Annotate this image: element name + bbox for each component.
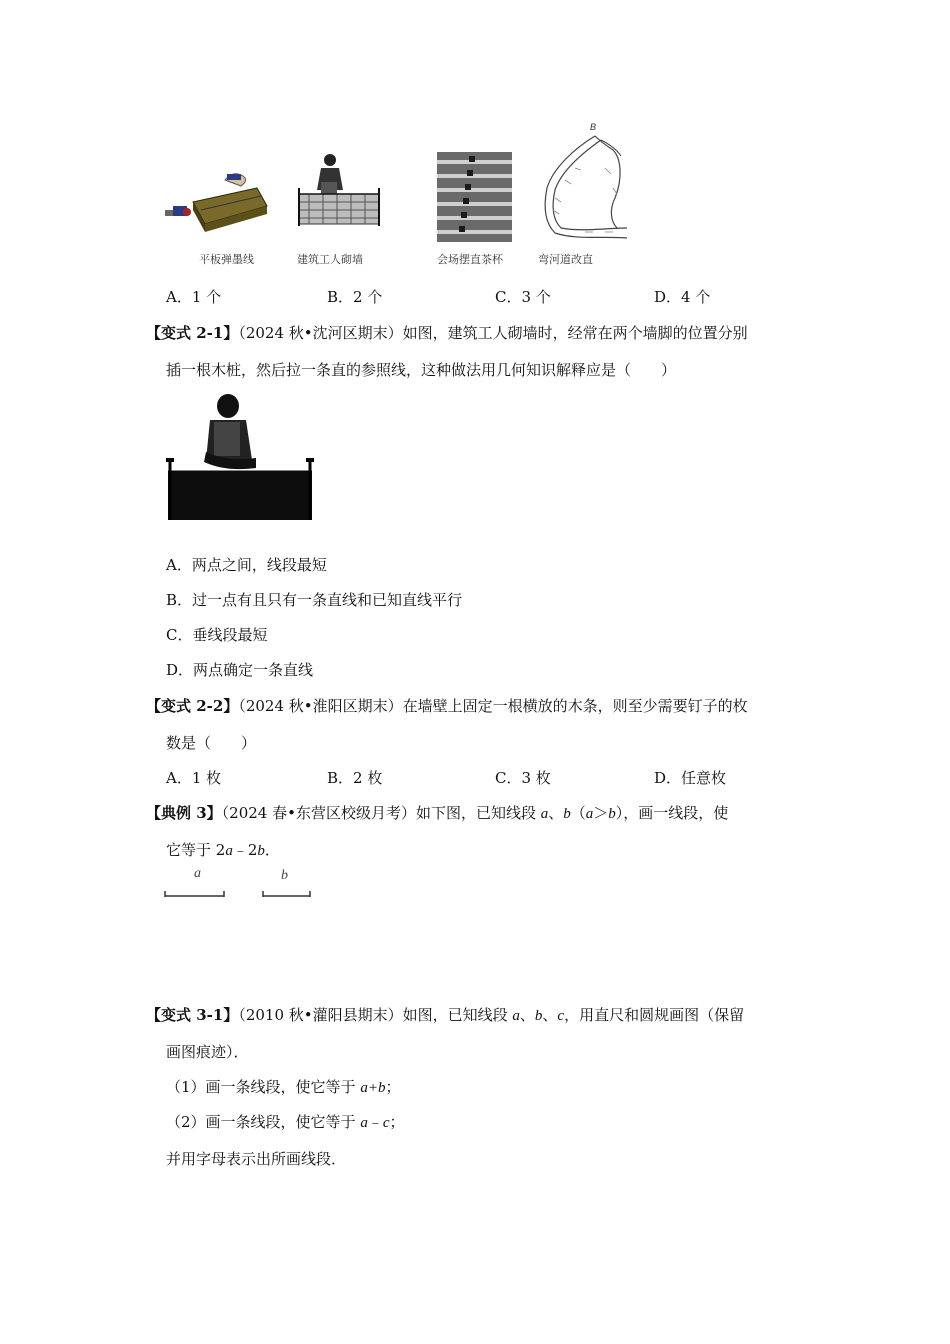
- segment-b-label: b: [281, 868, 288, 883]
- variant-2-2-option-a[interactable]: A．1 枚: [166, 769, 222, 787]
- segment-a: [164, 890, 226, 900]
- caption-river: 弯河道改直: [538, 253, 593, 266]
- example-3-cond-a: a: [585, 806, 594, 822]
- river-figure: [535, 128, 630, 243]
- segment-b: [262, 890, 312, 900]
- example-3-paren-open: （: [570, 804, 586, 822]
- prev-option-a[interactable]: A．1 个: [166, 288, 222, 306]
- variant-2-1-option-c[interactable]: C．垂线段最短: [166, 626, 268, 644]
- example-3-text2a: 它等于 2: [166, 841, 226, 859]
- variant-3-1-line1: [146, 1004, 744, 1025]
- prev-option-b[interactable]: B．2 个: [327, 288, 383, 306]
- variant-3-1-part2: [166, 1111, 405, 1132]
- variant-3-1-text1a: （2010 秋•灌阳县期末）如图，已知线段: [238, 1006, 513, 1024]
- variant-2-1-option-d[interactable]: D．两点确定一条直线: [166, 661, 314, 679]
- variant-2-2-line1: [146, 695, 748, 716]
- variant-2-1-tag: 【变式 2-1】: [146, 324, 239, 342]
- variant-3-1-var-c: c: [557, 1008, 565, 1024]
- variant-3-1-part2-end: ；: [389, 1113, 405, 1131]
- prev-option-d[interactable]: D．4 个: [654, 288, 711, 306]
- variant-2-2-option-c[interactable]: C．3 枚: [495, 769, 551, 787]
- variant-3-1-part2-var-c: c: [382, 1115, 390, 1131]
- worker-wall-large-figure: [166, 392, 316, 522]
- example-3-cond-b: b: [608, 806, 616, 822]
- variant-3-1-part2-text: （2）画一条线段，使它等于: [166, 1113, 361, 1131]
- caption-tea-cups: 会场摆直茶杯: [437, 253, 503, 266]
- example-3-gt: ＞: [593, 804, 609, 822]
- variant-3-1-sep1: 、: [519, 1006, 535, 1024]
- caption-worker-wall: 建筑工人砌墙: [297, 253, 363, 266]
- variant-2-2-line2: 数是（ ）: [166, 734, 257, 752]
- example-3-end: ．: [264, 841, 280, 859]
- variant-3-1-part1-end: ；: [385, 1078, 401, 1096]
- variant-3-1-part2-minus: ﹣: [367, 1113, 383, 1131]
- example-3-var-a: a: [540, 806, 549, 822]
- example-3-text1b: ），画一线段，使: [615, 804, 729, 822]
- example-3-text1a: （2024 春•东营区校级月考）如下图，已知线段: [221, 804, 541, 822]
- variant-2-2-text1: （2024 秋•淮阳区期末）在墙壁上固定一根横放的木条，则至少需要钉子的枚: [238, 697, 748, 715]
- variant-2-1-option-b[interactable]: B．过一点有且只有一条直线和已知直线平行: [166, 591, 463, 609]
- variant-3-1-text1b: ，用直尺和圆规画图（保留: [564, 1006, 745, 1024]
- example-3-line1: [146, 802, 728, 823]
- example-3-minus: ﹣2: [232, 841, 258, 859]
- variant-3-1-line2: 画图痕迹）．: [166, 1043, 249, 1061]
- example-3-sep1: 、: [548, 804, 564, 822]
- segment-a-label: a: [194, 866, 201, 881]
- variant-3-1-part3: 并用字母表示出所画线段．: [166, 1150, 347, 1168]
- variant-3-1-tag: 【变式 3-1】: [146, 1006, 239, 1024]
- variant-2-1-option-a[interactable]: A．两点之间，线段最短: [166, 556, 327, 574]
- variant-3-1-part1: [166, 1076, 400, 1097]
- river-point-b-label: B: [590, 122, 597, 132]
- variant-2-1-line1: [146, 322, 748, 343]
- ink-board-figure: [165, 160, 270, 250]
- variant-3-1-part2-var-a: a: [360, 1115, 368, 1131]
- variant-2-2-tag: 【变式 2-2】: [146, 697, 239, 715]
- variant-3-1-part1-text: （1）画一条线段，使它等于: [166, 1078, 361, 1096]
- caption-ink-board: 平板弹墨线: [199, 253, 254, 266]
- variant-2-2-option-b[interactable]: B．2 枚: [327, 769, 383, 787]
- variant-3-1-part1-expr: a+b: [360, 1080, 386, 1096]
- prev-option-c[interactable]: C．3 个: [495, 288, 551, 306]
- example-3-var-2a: a: [225, 843, 233, 859]
- variant-3-1-sep2: 、: [542, 1006, 558, 1024]
- example-3-tag: 【典例 3】: [146, 804, 222, 822]
- variant-3-1-var-b: b: [534, 1008, 543, 1024]
- example-3-line2: [166, 839, 280, 860]
- variant-3-1-var-a: a: [512, 1008, 520, 1024]
- example-3-var-b: b: [563, 806, 571, 822]
- variant-2-1-line2: 插一根木桩，然后拉一条直的参照线，这种做法用几何知识解释应是（ ）: [166, 361, 677, 379]
- example-3-var-2b: b: [257, 843, 265, 859]
- variant-2-1-text1: （2024 秋•沈河区期末）如图，建筑工人砌墙时，经常在两个墙脚的位置分别: [238, 324, 748, 342]
- worker-wall-figure: [297, 152, 382, 232]
- variant-2-2-option-d[interactable]: D．任意枚: [654, 769, 727, 787]
- tea-cups-figure: [437, 152, 512, 242]
